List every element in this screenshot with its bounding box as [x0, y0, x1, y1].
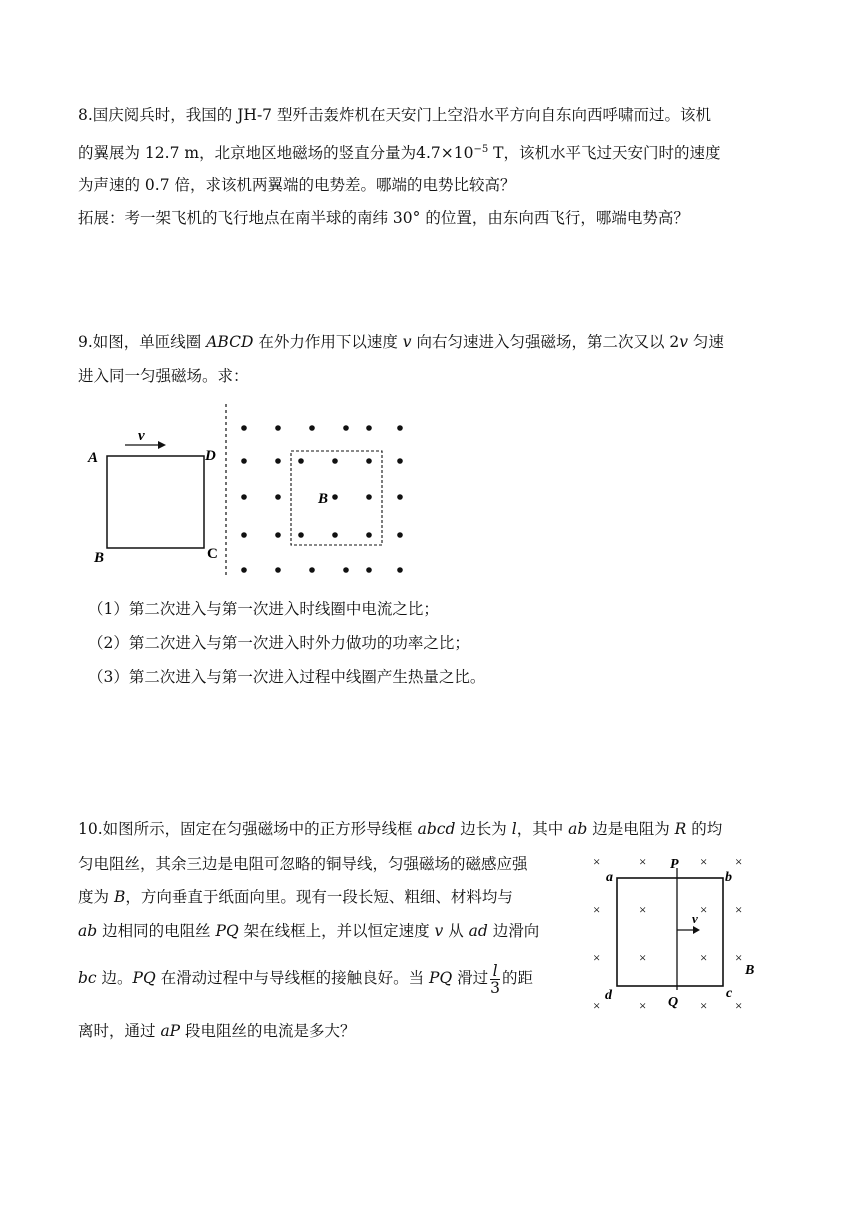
- q10-label-d: d: [605, 988, 612, 1003]
- q10-text: 的距: [502, 969, 534, 987]
- field-dot: [298, 532, 304, 538]
- q10-label-P: P: [670, 857, 679, 872]
- q10-text: 架在线框上，并以恒定速度: [238, 922, 435, 940]
- field-dot: [397, 532, 403, 538]
- q10-label-v: v: [692, 911, 698, 926]
- q8-field-value: 4.7×10: [416, 144, 474, 163]
- q10-label-c: c: [726, 986, 733, 1001]
- q10-text: 边相同的电阻丝: [97, 922, 216, 940]
- q10-arrow-head: [693, 926, 700, 934]
- field-dot: [397, 458, 403, 464]
- q10-text: 离时，通过: [78, 1022, 161, 1040]
- q10-var: bc: [78, 969, 97, 987]
- field-dot: [241, 532, 247, 538]
- field-dot: [241, 425, 247, 431]
- q10-text: 度为: [78, 888, 114, 906]
- q9-var: v: [402, 333, 412, 351]
- q9-var: ABCD: [206, 333, 254, 351]
- field-dot: [343, 567, 349, 573]
- q9-label-D: D: [205, 448, 216, 464]
- q10-text: 边是电阻为: [587, 820, 675, 838]
- q9-coil-square: [107, 456, 204, 548]
- field-dot: [275, 425, 281, 431]
- field-cross: ×: [735, 902, 743, 917]
- field-cross: ×: [639, 854, 647, 869]
- q9-label-field-B: B: [318, 491, 329, 507]
- q9-text: 9.如图，单匝线圈: [78, 333, 207, 351]
- field-dot: [397, 425, 403, 431]
- q10-text: 边滑向: [487, 922, 540, 940]
- q10-label-b: b: [725, 870, 732, 885]
- q10-square-frame: [617, 878, 723, 986]
- q9-line-1: [78, 331, 724, 353]
- field-dot: [309, 567, 315, 573]
- q10-text: 10.如图所示，固定在匀强磁场中的正方形导线框: [78, 820, 418, 838]
- field-dot: [275, 494, 281, 500]
- field-dot: [275, 567, 281, 573]
- q10-fraction-denominator: 3: [490, 978, 500, 997]
- q10-var: v: [434, 922, 444, 940]
- q9-arrow-head: [158, 441, 166, 449]
- field-cross: ×: [639, 950, 647, 965]
- field-cross: ×: [593, 854, 601, 869]
- q10-fraction-numerator: l: [490, 963, 500, 980]
- field-dot: [241, 567, 247, 573]
- q10-var: PQ: [215, 922, 239, 940]
- q10-frame-figure: [585, 850, 775, 1020]
- field-dot: [332, 458, 338, 464]
- q10-text: 从: [443, 922, 469, 940]
- q10-text: 的均: [686, 820, 723, 838]
- q10-var: ab: [568, 820, 588, 838]
- q10-var: R: [674, 820, 687, 838]
- q9-text: 在外力作用下以速度: [253, 333, 403, 351]
- field-dot: [298, 458, 304, 464]
- q8-line-3: 为声速的 0.7 倍，求该机两翼端的电势差。哪端的电势比较高？: [78, 176, 516, 194]
- q10-line-3: [78, 886, 513, 908]
- field-dot: [332, 532, 338, 538]
- q10-label-a: a: [606, 870, 613, 885]
- field-dot: [366, 458, 372, 464]
- field-dot: [397, 567, 403, 573]
- q8-exponent: −5: [473, 144, 489, 155]
- q10-line-4: [78, 920, 539, 942]
- q10-text: 段电阻丝的电流是多大？: [180, 1022, 356, 1040]
- q10-fraction: [490, 963, 500, 996]
- q9-label-v: v: [138, 428, 145, 444]
- q9-label-A: A: [88, 450, 99, 466]
- field-cross: ×: [700, 950, 708, 965]
- field-cross: ×: [735, 950, 743, 965]
- q10-line-2: 匀电阻丝，其余三边是电阻可忽略的铜导线，匀强磁场的磁感应强: [78, 855, 528, 873]
- q10-var: B: [113, 888, 126, 906]
- q10-line-5: [78, 958, 533, 998]
- q10-var: abcd: [417, 820, 456, 838]
- field-dot: [366, 532, 372, 538]
- q10-line-1: [78, 818, 722, 840]
- field-cross: ×: [700, 854, 708, 869]
- q10-text: 滑过: [452, 969, 489, 987]
- q8-extension: 拓展：考一架飞机的飞行地点在南半球的南纬 30° 的位置，由东向西飞行，哪端电势高？: [78, 209, 689, 227]
- field-dot: [366, 425, 372, 431]
- q10-var: ab: [78, 922, 98, 940]
- field-cross: ×: [593, 950, 601, 965]
- q10-var: aP: [160, 1022, 181, 1040]
- q9-coil-figure: [80, 400, 420, 580]
- q10-var: ad: [468, 922, 488, 940]
- q10-label-Q: Q: [668, 995, 679, 1010]
- q9-text: 匀速: [688, 333, 724, 351]
- field-dot: [332, 494, 338, 500]
- q9-text: 向右匀速进入匀强磁场，第二次又以 2: [411, 333, 680, 351]
- field-cross: ×: [735, 854, 743, 869]
- field-cross: ×: [639, 998, 647, 1013]
- q9-line-2: 进入同一匀强磁场。求：: [78, 367, 249, 385]
- q9-sub-2: （2）第二次进入与第一次进入时外力做功的功率之比；: [88, 634, 470, 652]
- field-cross: ×: [593, 998, 601, 1013]
- field-dot: [366, 494, 372, 500]
- q9-sub-1: （1）第二次进入与第一次进入时线圈中电流之比；: [88, 600, 439, 618]
- q9-sub-3: （3）第二次进入与第一次进入过程中线圈产生热量之比。: [88, 668, 486, 686]
- q8-text: 的翼展为 12.7 m，北京地区地磁场的竖直分量为: [78, 144, 417, 163]
- field-dot: [397, 494, 403, 500]
- q10-text: ，其中: [516, 820, 569, 838]
- q10-text: 在滑动过程中与导线框的接触良好。当: [155, 969, 430, 987]
- q10-var: l: [511, 820, 517, 838]
- q9-label-C: C: [207, 546, 218, 562]
- q10-line-6: [78, 1020, 356, 1042]
- field-dot: [241, 458, 247, 464]
- q10-text: 边长为: [455, 820, 512, 838]
- field-cross: ×: [735, 998, 743, 1013]
- field-cross: ×: [700, 998, 708, 1013]
- field-dot: [275, 532, 281, 538]
- q10-label-B: B: [745, 963, 755, 978]
- q10-text: 边。: [96, 969, 133, 987]
- field-cross: ×: [700, 902, 708, 917]
- field-dot: [343, 425, 349, 431]
- field-dot: [275, 458, 281, 464]
- field-cross: ×: [593, 902, 601, 917]
- q8-text: T，该机水平飞过天安门时的速度: [488, 144, 721, 163]
- q8-line-1: 8.国庆阅兵时，我国的 JH-7 型歼击轰炸机在天安门上空沿水平方向自东向西呼啸而过。该机: [78, 106, 711, 124]
- field-dot: [309, 425, 315, 431]
- q10-var: PQ: [132, 969, 156, 987]
- field-cross: ×: [639, 902, 647, 917]
- q10-var: PQ: [429, 969, 453, 987]
- field-dot: [366, 567, 372, 573]
- field-dot: [241, 494, 247, 500]
- q9-var: v: [679, 333, 688, 351]
- q10-text: ，方向垂直于纸面向里。现有一段长短、粗细、材料均与: [125, 888, 513, 906]
- q8-line-2: [78, 139, 720, 164]
- q9-label-B: B: [94, 550, 105, 566]
